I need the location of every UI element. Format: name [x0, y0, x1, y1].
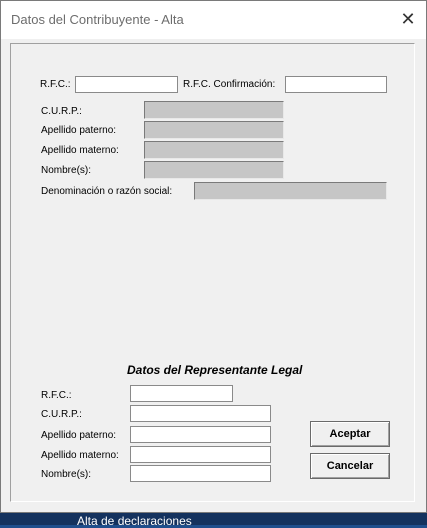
rep-apellido-paterno-label: Apellido paterno:: [41, 430, 117, 441]
background-window-strip: [0, 512, 427, 525]
rep-rfc-input[interactable]: [130, 385, 233, 402]
apellido-paterno-label: Apellido paterno:: [41, 125, 117, 136]
apellido-paterno-field: [144, 121, 284, 139]
curp-label: C.U.R.P.:: [41, 106, 82, 117]
rep-apellido-materno-label: Apellido materno:: [41, 450, 119, 461]
rep-curp-input[interactable]: [130, 405, 271, 422]
representante-section-title: Datos del Representante Legal: [127, 363, 303, 377]
accept-button[interactable]: Aceptar: [310, 421, 390, 447]
rep-rfc-label: R.F.C.:: [41, 390, 72, 401]
rep-nombres-label: Nombre(s):: [41, 469, 92, 480]
cancel-button[interactable]: Cancelar: [310, 453, 390, 479]
rfc-label: R.F.C.:: [40, 79, 71, 90]
rfc-confirm-label: R.F.C. Confirmación:: [183, 79, 276, 90]
razon-social-label: Denominación o razón social:: [41, 186, 173, 197]
rep-apellido-paterno-input[interactable]: [130, 426, 271, 443]
title-bar[interactable]: [1, 1, 426, 39]
background-window-title: Alta de declaraciones: [77, 514, 192, 528]
rep-apellido-materno-input[interactable]: [130, 446, 271, 463]
apellido-materno-field: [144, 141, 284, 159]
nombres-label: Nombre(s):: [41, 165, 92, 176]
rep-curp-label: C.U.R.P.:: [41, 409, 82, 420]
close-icon[interactable]: ✕: [400, 9, 416, 29]
rep-nombres-input[interactable]: [130, 465, 271, 482]
curp-field: [144, 101, 284, 119]
razon-social-field: [194, 182, 387, 200]
dialog-title: Datos del Contribuyente - Alta: [11, 12, 184, 27]
nombres-field: [144, 161, 284, 179]
apellido-materno-label: Apellido materno:: [41, 145, 119, 156]
rfc-confirm-input[interactable]: [285, 76, 387, 93]
rfc-input[interactable]: [75, 76, 178, 93]
